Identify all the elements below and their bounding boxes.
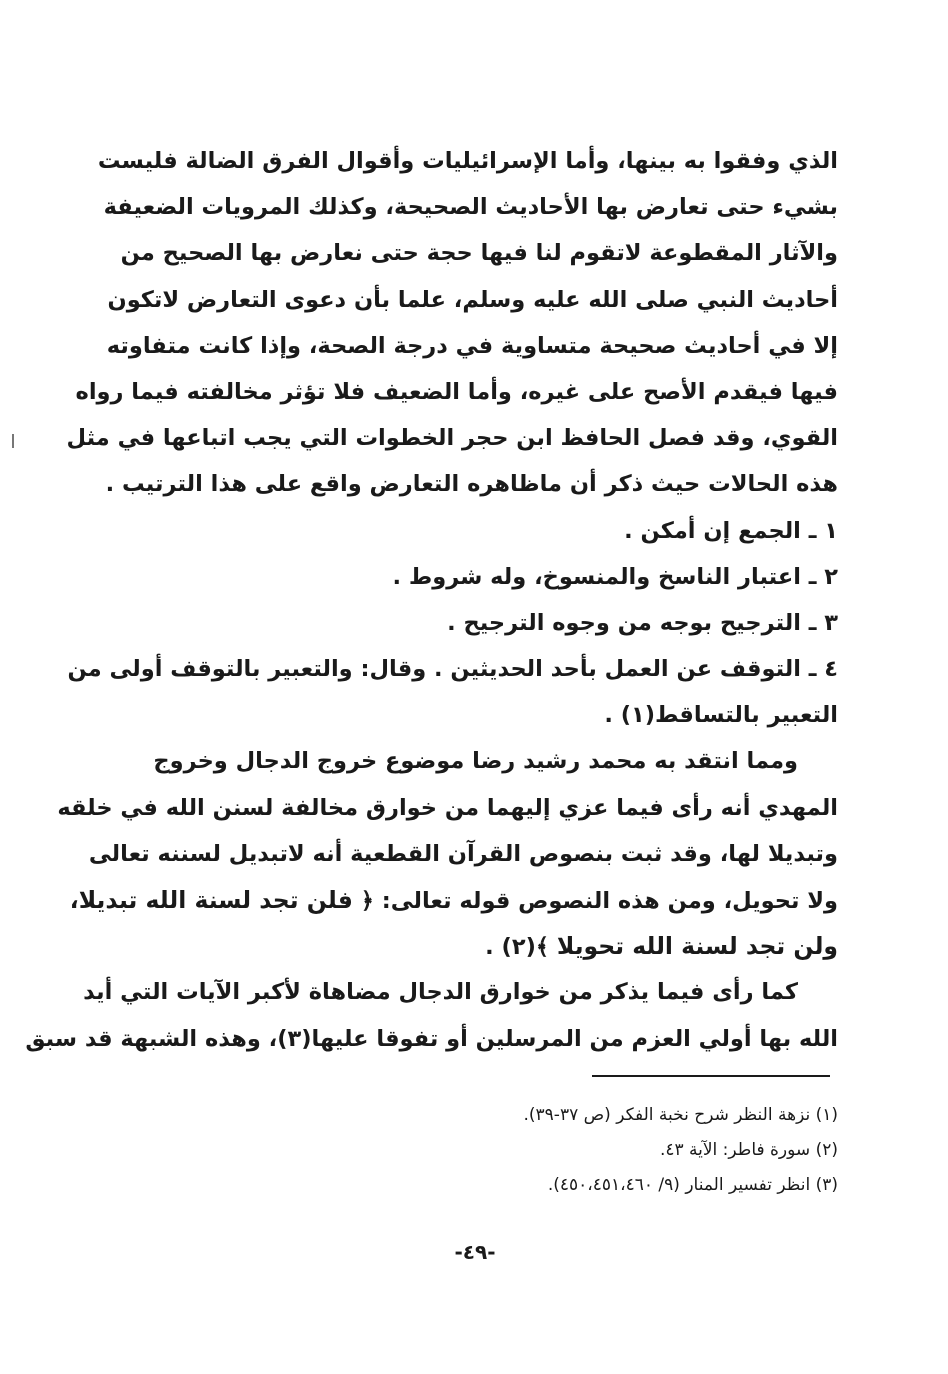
- quran-suffix: ﴾(٢) .: [485, 934, 550, 961]
- main-text: [25, 138, 838, 1062]
- footnote-separator: [592, 1075, 830, 1077]
- list-item: ٣ ـ الترجيح بوجه من وجوه الترجيح .: [447, 609, 838, 636]
- paragraph-line: وتبديلا لها، وقد ثبت بنصوص القرآن القطعية أنه لاتبديل لسننه تعالى: [88, 840, 838, 867]
- list-item: ١ ـ الجمع إن أمكن .: [624, 517, 838, 544]
- quran-line: [128, 923, 838, 969]
- paragraph-line: ومما انتقد به محمد رشيد رضا موضوع خروج الدجال وخروج: [153, 748, 798, 775]
- quran-verse: ولن تجد لسنة الله تحويلا: [556, 932, 838, 961]
- body-line: فيها فيقدم الأصح على غيره، وأما الضعيف فلا تؤثر مخالفته فيما رواه: [75, 378, 838, 405]
- body-line: القوي، وقد فصل الحافظ ابن حجر الخطوات التي يجب اتباعها في مثل: [66, 425, 838, 452]
- paragraph-line: الله بها أولي العزم من المرسلين أو تفوقا عليها(٣)، وهذه الشبهة قد سبق: [25, 1025, 838, 1052]
- body-line: والآثار المقطوعة لاتقوم لنا فيها حجة حتى نعارض بها الصحيح من: [120, 240, 838, 267]
- list-item: التعبير بالتساقط(١) .: [604, 702, 838, 729]
- footnote-2: (٢) سورة فاطر: الآية ٤٣.: [659, 1140, 838, 1160]
- footnote-3: (٣) انظر تفسير المنار (٩/ ٤٥٠،٤٥١،٤٦٠).: [547, 1175, 838, 1195]
- body-line: الذي وفقوا به بينها، وأما الإسرائيليات وأقوال الفرق الضالة فليست: [97, 148, 838, 174]
- page-number: -٤٩-: [454, 1240, 496, 1264]
- quran-verse: فلن تجد لسنة الله تبديلا،: [69, 886, 353, 914]
- body-line: بشيء حتى تعارض بها الأحاديث الصحيحة، وكذلك المرويات الضعيفة: [103, 194, 838, 221]
- list-item: ٢ ـ اعتبار الناسخ والمنسوخ، وله شروط .: [392, 563, 838, 590]
- paragraph-line: المهدي أنه رأى فيما عزي إليهما من خوارق مخالفة لسنن الله في خلقه: [57, 794, 838, 821]
- list-item: ٤ ـ التوقف عن العمل بأحد الحديثين . وقال: والتعبير بالتوقف أولى من: [67, 656, 838, 683]
- body-line: هذه الحالات حيث ذكر أن ماظاهره التعارض واقع على هذا الترتيب .: [105, 471, 838, 498]
- body-line: أحاديث النبي صلى الله عليه وسلم، علما بأن دعوى التعارض لاتكون: [107, 286, 838, 313]
- scan-speck: [12, 434, 14, 448]
- footnotes: [200, 1098, 838, 1203]
- quran-prefix: ولا تحويل، ومن هذه النصوص قوله تعالى: ﴿: [360, 888, 838, 914]
- quran-line: [69, 877, 838, 923]
- body-line: إلا في أحاديث صحيحة متساوية في درجة الصحة، وإذا كانت متفاوته: [106, 332, 838, 359]
- footnote-1: (١) نزهة النظر شرح نخبة الفكر (ص ٣٧-٣٩).: [523, 1105, 838, 1125]
- paragraph-line: كما رأى فيما يذكر من خوارق الدجال مضاهاة لأكبر الآيات التي أيد: [83, 979, 798, 1006]
